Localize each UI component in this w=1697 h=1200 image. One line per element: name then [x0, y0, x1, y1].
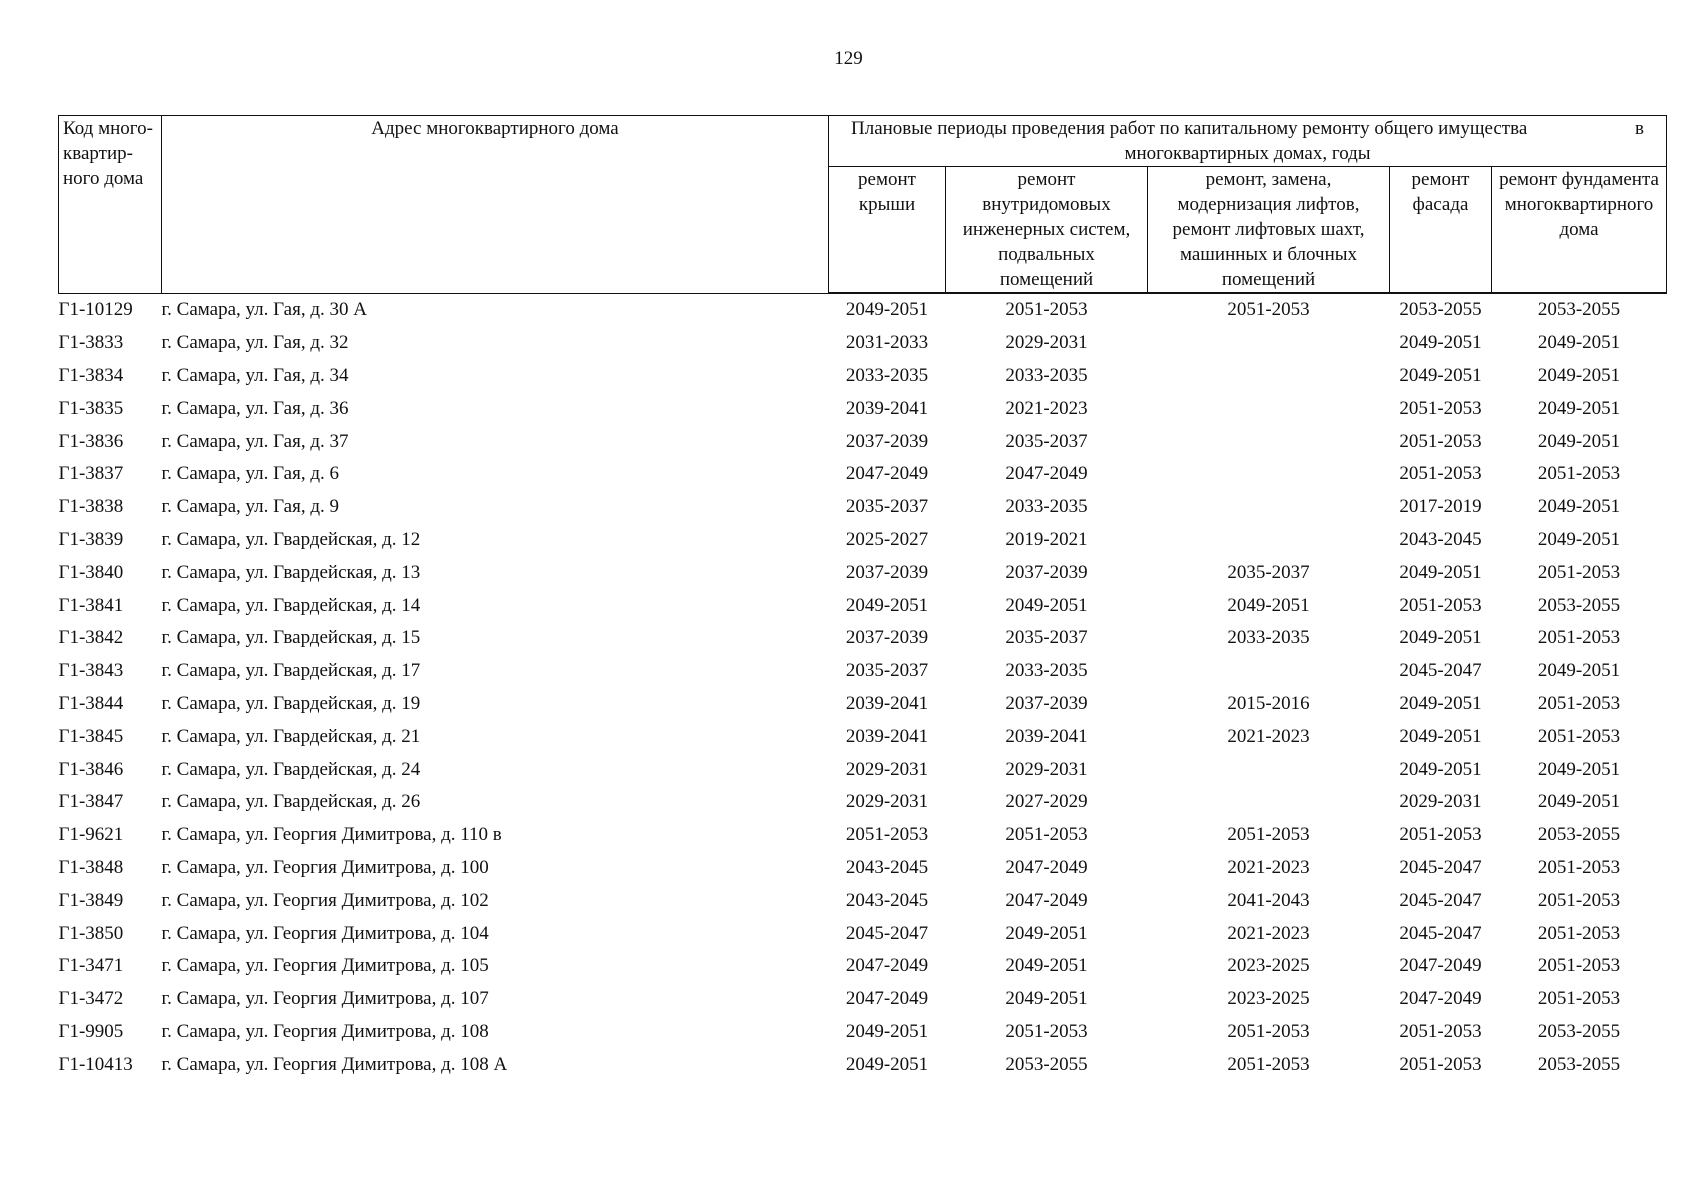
header-line: фасада — [1412, 194, 1469, 215]
header-planned-periods-text: Плановые периоды проведения работ по капитальному ремонту общего имущества — [851, 118, 1528, 139]
facade-period-cell: 2045-2047 — [1399, 856, 1482, 878]
foundation-period-cell: 2053-2055 — [1537, 299, 1621, 321]
facade-period-cell: 2051-2053 — [1399, 1020, 1482, 1042]
building-code-cell: Г1-3842 — [58, 627, 124, 649]
header-line: модернизация лифтов, — [1177, 194, 1360, 215]
header-line: подвальных — [998, 244, 1095, 265]
foundation-period-cell: 2053-2055 — [1537, 1020, 1621, 1042]
foundation-period-cell: 2051-2053 — [1537, 463, 1621, 485]
elevators-period-cell: 2033-2035 — [1227, 627, 1310, 649]
address-cell: г. Самара, ул. Георгия Димитрова, д. 100 — [161, 856, 489, 878]
roof-period-cell: 2037-2039 — [845, 430, 929, 452]
systems-period-cell: 2033-2035 — [1005, 496, 1088, 518]
table-row — [59, 720, 1667, 753]
table-row — [59, 458, 1667, 491]
systems-period-cell: 2029-2031 — [1005, 332, 1088, 354]
facade-period-cell: 2045-2047 — [1399, 889, 1482, 911]
foundation-period-cell: 2053-2055 — [1537, 824, 1621, 846]
systems-period-cell: 2037-2039 — [1005, 692, 1088, 714]
facade-period-cell: 2047-2049 — [1399, 955, 1482, 977]
foundation-period-cell: 2051-2053 — [1537, 627, 1621, 649]
header-line: помещений — [1221, 269, 1316, 290]
capital-repair-schedule-table — [58, 115, 1667, 1081]
header-line: ремонт — [1017, 169, 1076, 190]
address-cell: г. Самара, ул. Георгия Димитрова, д. 108 — [161, 1020, 489, 1042]
building-code-cell: Г1-3844 — [58, 692, 124, 714]
facade-period-cell: 2049-2051 — [1399, 332, 1482, 354]
elevators-period-cell: 2021-2023 — [1227, 856, 1310, 878]
table-row — [59, 983, 1667, 1016]
elevators-period-cell: 2041-2043 — [1227, 889, 1310, 911]
address-cell: г. Самара, ул. Гвардейская, д. 24 — [161, 758, 421, 780]
building-code-cell: Г1-3847 — [58, 791, 124, 813]
building-code-cell: Г1-9905 — [58, 1020, 124, 1042]
header-facade-repair — [1390, 167, 1492, 294]
table-row — [59, 1048, 1667, 1081]
header-line: ремонт лифтовых шахт, — [1172, 219, 1365, 240]
building-code-cell: Г1-3835 — [58, 397, 124, 419]
facade-period-cell: 2049-2051 — [1399, 627, 1482, 649]
table-header — [59, 116, 1667, 294]
header-planned-periods-preposition: в — [1635, 118, 1645, 139]
header-line: внутридомовых — [982, 194, 1111, 215]
foundation-period-cell: 2053-2055 — [1537, 1053, 1621, 1075]
page-number: 129 — [834, 48, 863, 69]
address-cell: г. Самара, ул. Георгия Димитрова, д. 107 — [161, 988, 489, 1010]
building-code-cell: Г1-3836 — [58, 430, 124, 452]
foundation-period-cell: 2051-2053 — [1537, 922, 1621, 944]
systems-period-cell: 2051-2053 — [1005, 299, 1088, 321]
roof-period-cell: 2045-2047 — [845, 922, 929, 944]
building-code-cell: Г1-10129 — [58, 299, 133, 321]
systems-period-cell: 2047-2049 — [1005, 856, 1088, 878]
address-cell: г. Самара, ул. Гвардейская, д. 17 — [161, 660, 421, 682]
address-cell: г. Самара, ул. Гая, д. 30 А — [161, 299, 367, 321]
table-row — [59, 688, 1667, 721]
systems-period-cell: 2051-2053 — [1005, 1020, 1088, 1042]
systems-period-cell: 2029-2031 — [1005, 758, 1088, 780]
address-cell: г. Самара, ул. Гвардейская, д. 14 — [161, 594, 421, 616]
roof-period-cell: 2035-2037 — [845, 496, 929, 518]
address-cell: г. Самара, ул. Гая, д. 34 — [161, 364, 349, 386]
facade-period-cell: 2051-2053 — [1399, 463, 1482, 485]
header-code-line: Код много- — [63, 118, 153, 139]
table-row — [59, 589, 1667, 622]
facade-period-cell: 2049-2051 — [1399, 758, 1482, 780]
header-planned-periods-line1 — [831, 116, 1664, 141]
table-row — [59, 819, 1667, 852]
foundation-period-cell: 2049-2051 — [1537, 660, 1621, 682]
facade-period-cell: 2017-2019 — [1399, 496, 1482, 518]
building-code-cell: Г1-3837 — [58, 463, 124, 485]
systems-period-cell: 2037-2039 — [1005, 561, 1088, 583]
header-line: ремонт, замена, — [1205, 169, 1332, 190]
systems-period-cell: 2033-2035 — [1005, 364, 1088, 386]
table-row — [59, 622, 1667, 655]
facade-period-cell: 2051-2053 — [1399, 397, 1482, 419]
address-cell: г. Самара, ул. Гая, д. 37 — [161, 430, 349, 452]
address-cell: г. Самара, ул. Гвардейская, д. 19 — [161, 692, 421, 714]
systems-period-cell: 2049-2051 — [1005, 922, 1088, 944]
facade-period-cell: 2049-2051 — [1399, 725, 1482, 747]
header-line: ремонт — [1411, 169, 1470, 190]
foundation-period-cell: 2051-2053 — [1537, 561, 1621, 583]
systems-period-cell: 2049-2051 — [1005, 988, 1088, 1010]
header-code-line: квартир- — [63, 143, 133, 164]
roof-period-cell: 2047-2049 — [845, 988, 929, 1010]
table-row — [59, 753, 1667, 786]
building-code-cell: Г1-3845 — [58, 725, 124, 747]
address-cell: г. Самара, ул. Гая, д. 9 — [161, 496, 340, 518]
table-row — [59, 556, 1667, 589]
address-cell: г. Самара, ул. Гвардейская, д. 13 — [161, 561, 421, 583]
facade-period-cell: 2049-2051 — [1399, 561, 1482, 583]
table-row — [59, 1016, 1667, 1049]
building-code-cell: Г1-3839 — [58, 528, 124, 550]
systems-period-cell: 2039-2041 — [1005, 725, 1088, 747]
table-body — [59, 293, 1667, 1081]
table-row — [59, 293, 1667, 327]
address-cell: г. Самара, ул. Гая, д. 36 — [161, 397, 349, 419]
facade-period-cell: 2045-2047 — [1399, 922, 1482, 944]
address-cell: г. Самара, ул. Георгия Димитрова, д. 104 — [161, 922, 489, 944]
systems-period-cell: 2047-2049 — [1005, 889, 1088, 911]
systems-period-cell: 2019-2021 — [1005, 528, 1088, 550]
roof-period-cell: 2049-2051 — [845, 1020, 929, 1042]
foundation-period-cell: 2049-2051 — [1537, 791, 1621, 813]
header-engineering-systems — [946, 167, 1148, 294]
elevators-period-cell: 2051-2053 — [1227, 299, 1310, 321]
roof-period-cell: 2049-2051 — [845, 299, 929, 321]
facade-period-cell: 2029-2031 — [1399, 791, 1482, 813]
elevators-period-cell — [1148, 392, 1390, 425]
building-code-cell: Г1-3834 — [58, 364, 124, 386]
roof-period-cell: 2037-2039 — [845, 561, 929, 583]
header-address: Адрес многоквартирного дома — [162, 116, 829, 294]
table-row — [59, 524, 1667, 557]
header-elevators — [1148, 167, 1390, 294]
systems-period-cell: 2051-2053 — [1005, 824, 1088, 846]
roof-period-cell: 2029-2031 — [845, 758, 929, 780]
elevators-period-cell — [1148, 524, 1390, 557]
facade-period-cell: 2051-2053 — [1399, 594, 1482, 616]
table-row — [59, 491, 1667, 524]
header-line: ремонт фундамента — [1499, 169, 1659, 190]
foundation-period-cell: 2051-2053 — [1537, 725, 1621, 747]
header-line: ремонт — [858, 169, 916, 190]
elevators-period-cell: 2015-2016 — [1227, 692, 1310, 714]
systems-period-cell: 2049-2051 — [1005, 955, 1088, 977]
elevators-period-cell — [1148, 327, 1390, 360]
roof-period-cell: 2039-2041 — [845, 397, 929, 419]
roof-period-cell: 2037-2039 — [845, 627, 929, 649]
building-code-cell: Г1-3843 — [58, 660, 124, 682]
table-row — [59, 425, 1667, 458]
building-code-cell: Г1-3471 — [58, 955, 124, 977]
elevators-period-cell: 2021-2023 — [1227, 922, 1310, 944]
address-cell: г. Самара, ул. Георгия Димитрова, д. 108 А — [161, 1053, 508, 1075]
address-cell: г. Самара, ул. Гвардейская, д. 21 — [161, 725, 421, 747]
facade-period-cell: 2053-2055 — [1399, 299, 1482, 321]
building-code-cell: Г1-9621 — [58, 824, 124, 846]
elevators-period-cell — [1148, 360, 1390, 393]
roof-period-cell: 2039-2041 — [845, 692, 929, 714]
facade-period-cell: 2049-2051 — [1399, 364, 1482, 386]
table-row — [59, 392, 1667, 425]
elevators-period-cell — [1148, 458, 1390, 491]
elevators-period-cell — [1148, 753, 1390, 786]
address-cell: г. Самара, ул. Георгия Димитрова, д. 105 — [161, 955, 489, 977]
facade-period-cell: 2045-2047 — [1399, 660, 1482, 682]
facade-period-cell: 2051-2053 — [1399, 1053, 1482, 1075]
header-code-line: ного дома — [63, 168, 144, 189]
foundation-period-cell: 2051-2053 — [1537, 988, 1621, 1010]
header-foundation-repair — [1492, 167, 1667, 294]
elevators-period-cell: 2023-2025 — [1227, 988, 1310, 1010]
address-cell: г. Самара, ул. Гвардейская, д. 15 — [161, 627, 421, 649]
table-row — [59, 655, 1667, 688]
systems-period-cell: 2053-2055 — [1005, 1053, 1088, 1075]
systems-period-cell: 2035-2037 — [1005, 627, 1088, 649]
foundation-period-cell: 2049-2051 — [1537, 528, 1621, 550]
header-line: дома — [1559, 219, 1599, 240]
elevators-period-cell — [1148, 425, 1390, 458]
roof-period-cell: 2051-2053 — [845, 824, 929, 846]
building-code-cell: Г1-3840 — [58, 561, 124, 583]
header-line: инженерных систем, — [962, 219, 1131, 240]
header-line: машинных и блочных — [1179, 244, 1358, 265]
header-roof-repair — [829, 167, 946, 294]
facade-period-cell: 2047-2049 — [1399, 988, 1482, 1010]
header-line: крыши — [858, 194, 916, 215]
building-code-cell: Г1-3472 — [58, 988, 124, 1010]
roof-period-cell: 2049-2051 — [845, 594, 929, 616]
header-line: многоквартирного — [1504, 194, 1654, 215]
elevators-period-cell: 2049-2051 — [1227, 594, 1310, 616]
table-row — [59, 327, 1667, 360]
elevators-period-cell — [1148, 655, 1390, 688]
table-row — [59, 360, 1667, 393]
foundation-period-cell: 2051-2053 — [1537, 955, 1621, 977]
building-code-cell: Г1-10413 — [58, 1053, 133, 1075]
roof-period-cell: 2047-2049 — [845, 463, 929, 485]
foundation-period-cell: 2049-2051 — [1537, 430, 1621, 452]
header-planned-periods — [829, 116, 1667, 167]
address-cell: г. Самара, ул. Гая, д. 32 — [161, 332, 349, 354]
address-cell: г. Самара, ул. Георгия Димитрова, д. 102 — [161, 889, 489, 911]
table-row — [59, 917, 1667, 950]
elevators-period-cell: 2051-2053 — [1227, 1020, 1310, 1042]
roof-period-cell: 2043-2045 — [845, 889, 929, 911]
address-cell: г. Самара, ул. Гвардейская, д. 26 — [161, 791, 421, 813]
elevators-period-cell: 2035-2037 — [1227, 561, 1310, 583]
building-code-cell: Г1-3838 — [58, 496, 124, 518]
foundation-period-cell: 2051-2053 — [1537, 889, 1621, 911]
address-cell: г. Самара, ул. Гая, д. 6 — [161, 463, 340, 485]
facade-period-cell: 2043-2045 — [1399, 528, 1482, 550]
roof-period-cell: 2049-2051 — [845, 1053, 929, 1075]
facade-period-cell: 2049-2051 — [1399, 692, 1482, 714]
systems-period-cell: 2021-2023 — [1005, 397, 1088, 419]
roof-period-cell: 2031-2033 — [845, 332, 929, 354]
table-row — [59, 950, 1667, 983]
foundation-period-cell: 2049-2051 — [1537, 332, 1621, 354]
systems-period-cell: 2035-2037 — [1005, 430, 1088, 452]
table-row — [59, 852, 1667, 885]
facade-period-cell: 2051-2053 — [1399, 430, 1482, 452]
foundation-period-cell: 2051-2053 — [1537, 856, 1621, 878]
systems-period-cell: 2027-2029 — [1005, 791, 1088, 813]
foundation-period-cell: 2051-2053 — [1537, 692, 1621, 714]
foundation-period-cell: 2053-2055 — [1537, 594, 1621, 616]
elevators-period-cell: 2021-2023 — [1227, 725, 1310, 747]
elevators-period-cell — [1148, 491, 1390, 524]
roof-period-cell: 2047-2049 — [845, 955, 929, 977]
building-code-cell: Г1-3848 — [58, 856, 124, 878]
building-code-cell: Г1-3849 — [58, 889, 124, 911]
elevators-period-cell — [1148, 786, 1390, 819]
address-cell: г. Самара, ул. Гвардейская, д. 12 — [161, 528, 421, 550]
systems-period-cell: 2033-2035 — [1005, 660, 1088, 682]
elevators-period-cell: 2051-2053 — [1227, 1053, 1310, 1075]
foundation-period-cell: 2049-2051 — [1537, 364, 1621, 386]
header-planned-periods-line2: многоквартирных домах, годы — [1124, 143, 1371, 164]
roof-period-cell: 2035-2037 — [845, 660, 929, 682]
building-code-cell: Г1-3841 — [58, 594, 124, 616]
roof-period-cell: 2043-2045 — [845, 856, 929, 878]
table-row — [59, 786, 1667, 819]
facade-period-cell: 2051-2053 — [1399, 824, 1482, 846]
building-code-cell: Г1-3833 — [58, 332, 124, 354]
foundation-period-cell: 2049-2051 — [1537, 758, 1621, 780]
roof-period-cell: 2039-2041 — [845, 725, 929, 747]
building-code-cell: Г1-3850 — [58, 922, 124, 944]
table-row — [59, 884, 1667, 917]
foundation-period-cell: 2049-2051 — [1537, 397, 1621, 419]
roof-period-cell: 2033-2035 — [845, 364, 929, 386]
building-code-cell: Г1-3846 — [58, 758, 124, 780]
elevators-period-cell: 2023-2025 — [1227, 955, 1310, 977]
systems-period-cell: 2049-2051 — [1005, 594, 1088, 616]
foundation-period-cell: 2049-2051 — [1537, 496, 1621, 518]
systems-period-cell: 2047-2049 — [1005, 463, 1088, 485]
roof-period-cell: 2029-2031 — [845, 791, 929, 813]
roof-period-cell: 2025-2027 — [845, 528, 929, 550]
elevators-period-cell: 2051-2053 — [1227, 824, 1310, 846]
header-line: помещений — [999, 269, 1094, 290]
header-building-code — [59, 116, 162, 294]
address-cell: г. Самара, ул. Георгия Димитрова, д. 110 в — [161, 824, 502, 846]
